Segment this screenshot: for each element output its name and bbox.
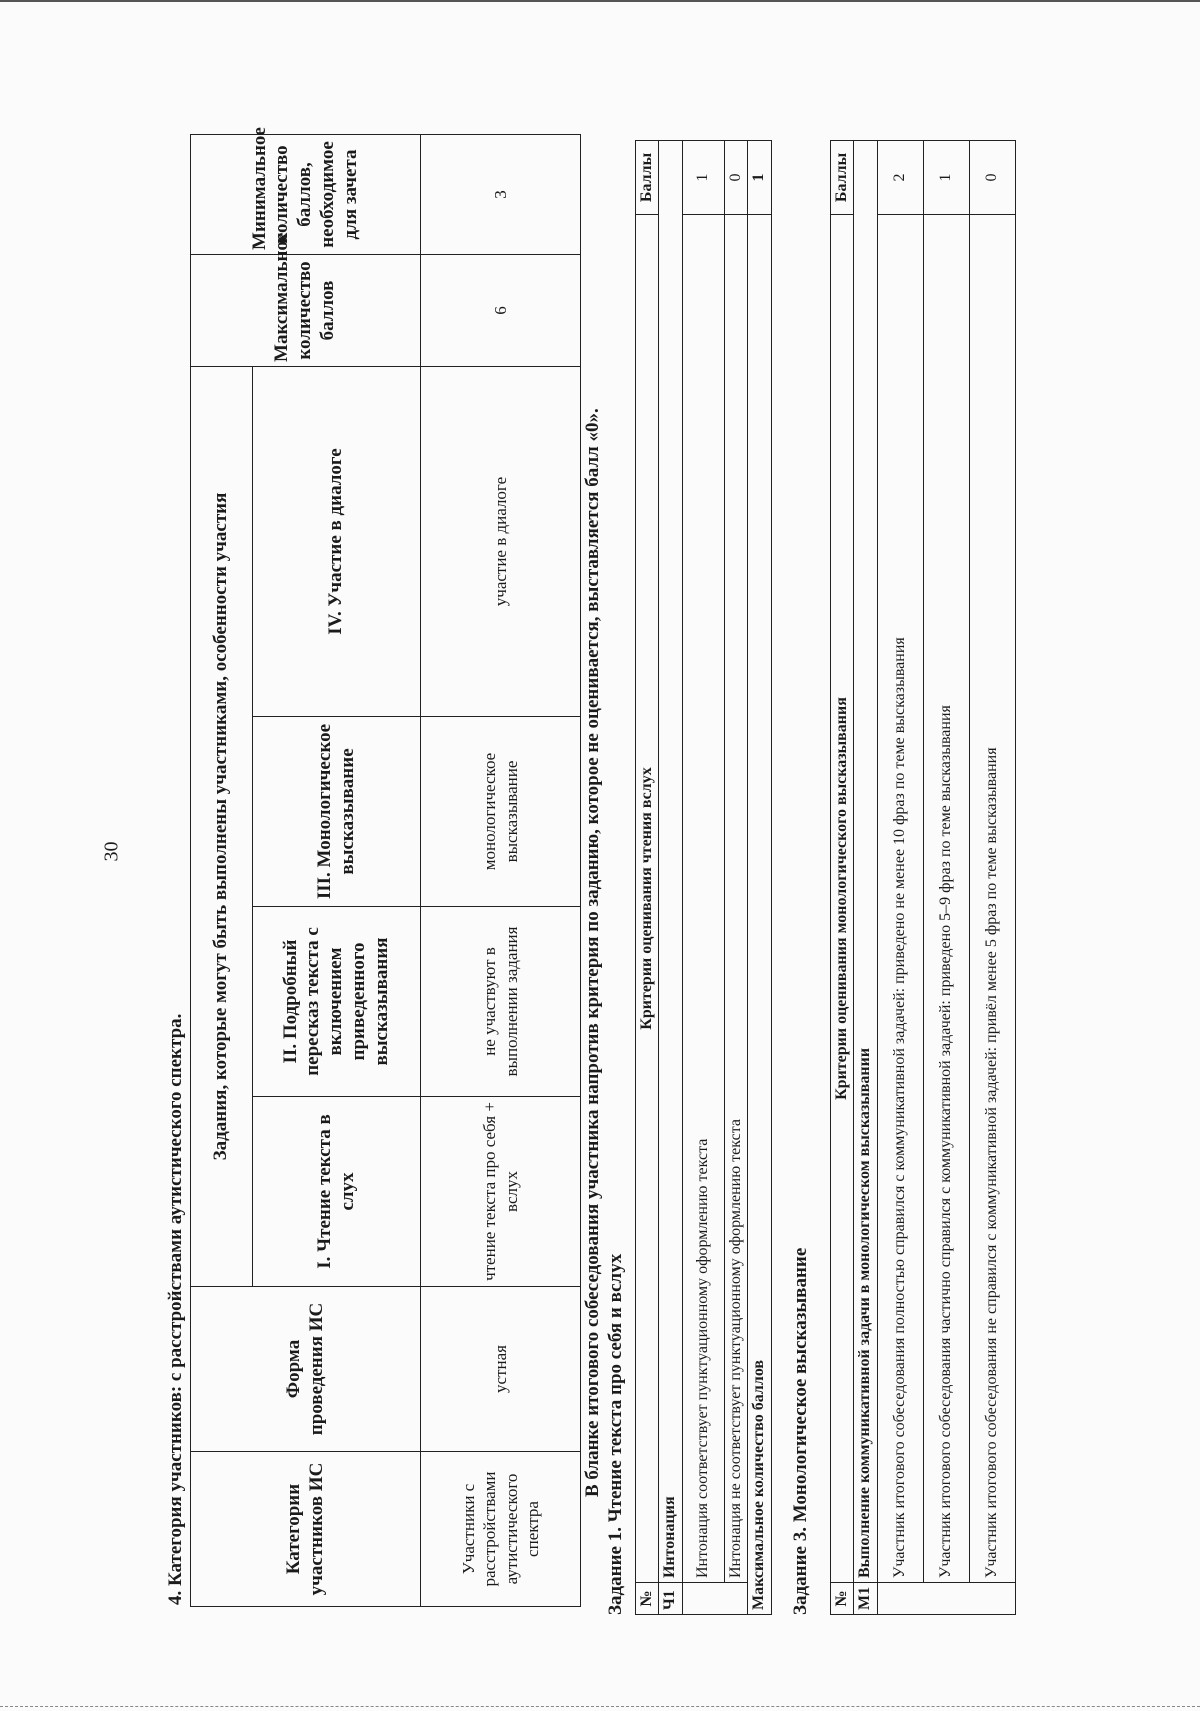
reading-criteria-table [635,140,772,1615]
criterion-row-points: 2 [877,141,923,215]
header-max: Максимальное количество баллов [191,254,421,366]
max-label: Максимальное количество баллов [748,215,771,1615]
cell-task3: монологическое высказывание [421,717,581,907]
task3-title: Задание 3. Монологическое высказывание [790,1247,811,1615]
table-row [877,141,923,1615]
cell-form: устная [421,1287,581,1452]
cell-task2: не участвуют в выполнении задания [421,907,581,1097]
criterion-row-text: Участник итогового собеседования полностью справился с коммуникативной задачей: приведено не менее 10 фраз по теме высказывания [877,215,923,1583]
participants-table [190,127,581,1607]
criterion-row-points: 0 [724,141,747,215]
cell-task1: чтение текста про себя + вслух [421,1097,581,1287]
criterion-row-text: Участник итогового собеседования не справился с коммуникативной задачей: привёл менее 5 фраз по теме высказывания [969,215,1015,1583]
task1-title: Задание 1. Чтение текста про себя и вслух [605,1253,626,1615]
criterion-row-text: Интонация соответствует пунктуационному оформлению текста [682,215,724,1583]
monologue-criteria-table [830,140,1016,1615]
page-bottom-border [0,1706,1200,1707]
table-row [724,141,747,1615]
table-row [682,141,724,1615]
header-task1: I. Чтение текста в слух [253,1097,421,1287]
criterion-code: М1 [854,1583,877,1615]
cell-task4: участие в диалоге [421,366,581,716]
table-row [969,141,1015,1615]
cell-min: 3 [421,134,581,254]
table-row [923,141,969,1615]
header-form: Форма проведения ИС [191,1287,421,1452]
criterion-row-points: 0 [969,141,1015,215]
criterion-code: Ч1 [659,1583,682,1615]
header-task3: III. Монологическое высказывание [253,717,421,907]
header-category: Категории участников ИС [191,1452,421,1607]
criterion-name: Выполнение коммуникативной задачи в монологическом высказывании [854,141,877,1583]
header-tasks-group: Задания, которые могут быть выполнены участниками, особенности участия [191,366,253,1286]
page-number: 30 [100,841,123,862]
table-row [421,134,581,1606]
col-points: Баллы [831,141,854,215]
col-criteria: Критерии оценивания чтения вслух [636,215,659,1583]
col-num: № [636,1583,659,1615]
criterion-row-points: 1 [923,141,969,215]
header-min: Минимальное количество баллов, необходимое для зачета [191,134,421,254]
criterion-row-text: Интонация не соответствует пунктуационному оформлению текста [724,215,747,1583]
page-top-border [0,0,1200,2]
header-task2: II. Подробный пересказ текста с включением приведенного высказывания [253,907,421,1097]
rotated-page-content [165,115,1001,1615]
zero-score-note: В бланке итогового собеседования участника напротив критерия по заданию, которое не оценивается, выставляется балл «0». [582,408,603,1497]
col-num: № [831,1583,854,1615]
criterion-row-points: 1 [682,141,724,215]
col-criteria: Критерии оценивания монологического высказывания [831,215,854,1583]
section-4-title: 4. Категория участников: с расстройствами аутистического спектра. [165,1013,186,1605]
header-task4: IV. Участие в диалоге [253,366,421,716]
criterion-name: Интонация [659,141,682,1583]
max-value: 1 [748,141,771,215]
criterion-row-text: Участник итогового собеседования частично справился с коммуникативной задачей: приведено 5–9 фраз по теме высказывания [923,215,969,1583]
cell-category: Участники с расстройствами аутистического спектра [421,1452,581,1607]
col-points: Баллы [636,141,659,215]
cell-max: 6 [421,254,581,366]
